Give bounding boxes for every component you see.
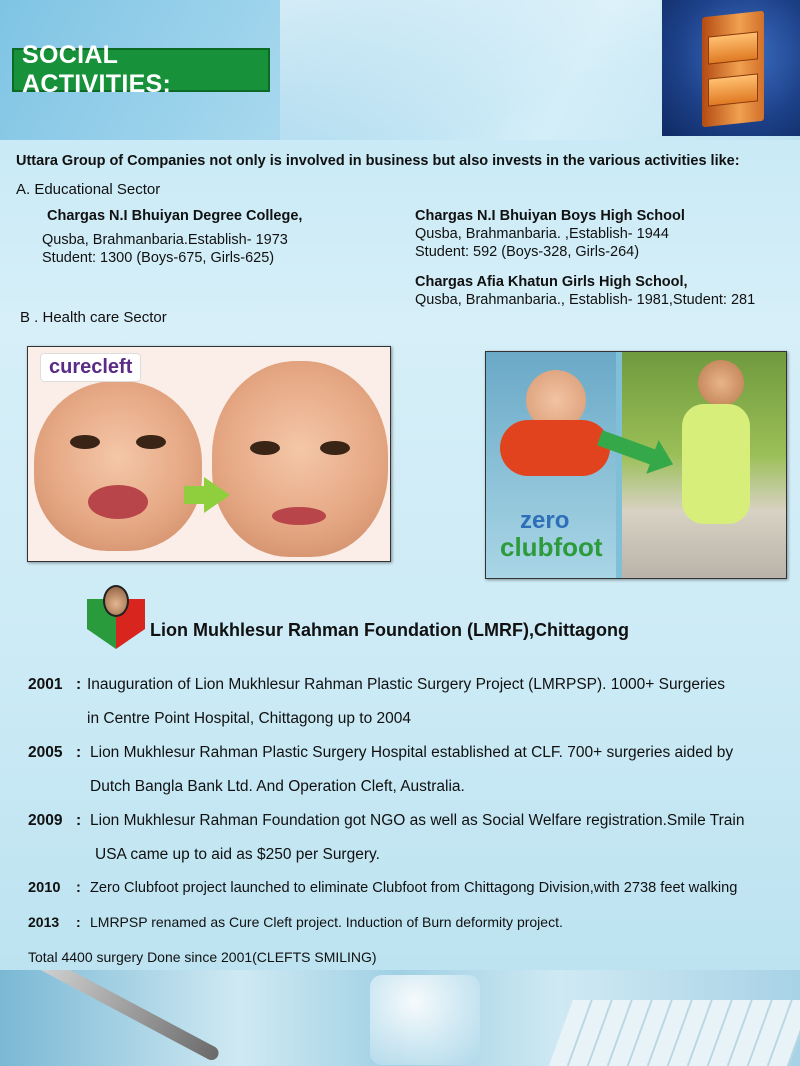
eye <box>250 441 280 455</box>
timeline-year: 2010 <box>28 880 61 896</box>
arrow-right-icon <box>204 477 230 513</box>
keyboard-icon <box>547 1000 800 1066</box>
cure-cleft-photo <box>27 346 391 562</box>
child-head <box>698 360 744 406</box>
zero-clubfoot-photo <box>485 351 787 579</box>
timeline-text: LMRPSP renamed as Cure Cleft project. Induction of Burn deformity project. <box>90 914 563 930</box>
curecleft-logo: curecleft <box>40 353 141 382</box>
glass-icon <box>370 975 480 1065</box>
eye <box>70 435 100 449</box>
school-students: Student: 592 (Boys-328, Girls-264) <box>415 244 640 260</box>
timeline-year: 2001 <box>28 676 63 693</box>
timeline-text: Lion Mukhlesur Rahman Foundation got NGO as well as Social Welfare registration.Smile Train <box>90 812 745 829</box>
timeline-text: Zero Clubfoot project launched to eliminate Clubfoot from Chittagong Division,with 2738 feet walking <box>90 880 738 896</box>
timeline-colon: : <box>76 676 82 693</box>
page-title <box>12 41 270 98</box>
drawer-bottom <box>708 73 758 106</box>
intro-text: Uttara Group of Companies not only is involved in business but also invests in the various activities like: <box>16 153 740 169</box>
timeline-year: 2013 <box>28 914 60 930</box>
timeline-colon: : <box>76 880 81 896</box>
school-name: Chargas N.I Bhuiyan Degree College, <box>47 208 303 224</box>
repaired-mouth <box>272 507 326 525</box>
school-students: Student: 1300 (Boys-675, Girls-625) <box>42 250 275 266</box>
baby-body <box>500 420 610 476</box>
total-surgeries-text: Total 4400 surgery Done since 2001(CLEFTS SMILING) <box>28 949 377 965</box>
timeline-colon: : <box>76 744 82 761</box>
timeline-colon: : <box>76 812 82 829</box>
school-girls-high <box>415 273 755 309</box>
timeline-text-cont: Dutch Bangla Bank Ltd. And Operation Cleft, Australia. <box>90 778 465 795</box>
child-face-before <box>34 381 202 551</box>
timeline-text-cont: USA came up to aid as $250 per Surgery. <box>95 846 380 863</box>
footer-image-strip <box>0 970 800 1066</box>
child-body <box>682 404 750 524</box>
timeline-year: 2005 <box>28 744 63 761</box>
timeline-year: 2009 <box>28 812 63 829</box>
timeline-text: Lion Mukhlesur Rahman Plastic Surgery Hospital established at CLF. 700+ surgeries aided by <box>90 744 734 761</box>
timeline-text: Inauguration of Lion Mukhlesur Rahman Plastic Surgery Project (LMRPSP). 1000+ Surgeries <box>87 676 725 693</box>
foundation-title: Lion Mukhlesur Rahman Foundation (LMRF),Chittagong <box>150 620 629 640</box>
file-cabinet-icon <box>702 11 764 128</box>
child-face-after <box>212 361 388 557</box>
timeline-text-cont: in Centre Point Hospital, Chittagong up to 2004 <box>87 710 411 727</box>
eye <box>320 441 350 455</box>
school-address: Qusba, Brahmanbaria., Establish- 1981,Student: 281 <box>415 292 756 308</box>
timeline-colon: : <box>76 914 81 930</box>
drawer-top <box>708 31 758 64</box>
school-name: Chargas N.I Bhuiyan Boys High School <box>415 208 685 224</box>
file-cabinet-image <box>662 0 800 136</box>
education-heading: A. Educational Sector <box>16 181 161 198</box>
health-heading: B . Health care Sector <box>20 309 167 326</box>
school-address: Qusba, Brahmanbaria.Establish- 1973 <box>42 232 288 248</box>
school-degree-college <box>42 207 303 267</box>
school-address: Qusba, Brahmanbaria. ,Establish- 1944 <box>415 226 669 242</box>
school-boys-high <box>415 207 685 261</box>
pen-icon <box>29 970 221 1062</box>
cleft-mouth <box>88 485 148 519</box>
lmrf-logo-icon <box>87 585 145 651</box>
page-title-text: SOCIAL ACTIVITIES: <box>22 41 172 98</box>
school-name: Chargas Afia Khatun Girls High School, <box>415 274 688 290</box>
portrait-icon <box>103 585 129 617</box>
eye <box>136 435 166 449</box>
zero-clubfoot-logo: zero clubfoot <box>500 507 603 562</box>
